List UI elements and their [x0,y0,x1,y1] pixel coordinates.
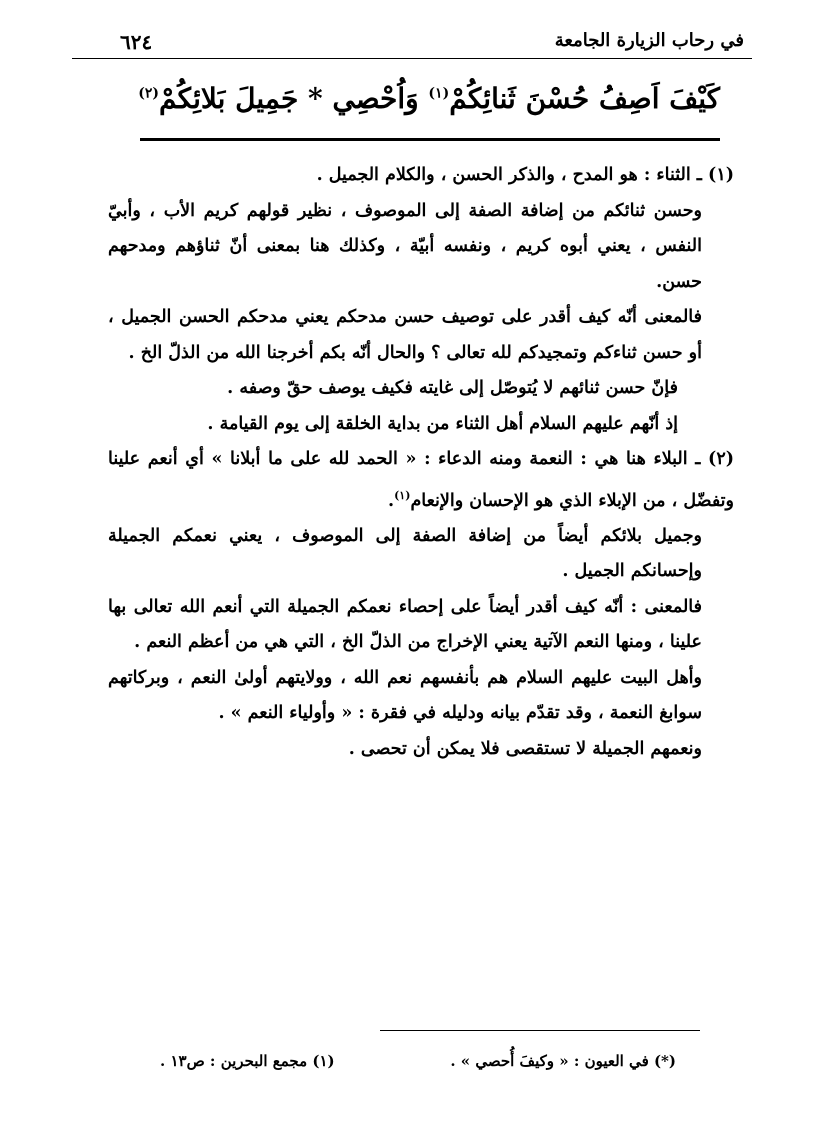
running-title: في رحاب الزيارة الجامعة [554,30,744,51]
verse-divider [140,138,720,141]
paragraph: ونعمهم الجميلة لا تستقصى فلا يمكن أن تحصى . [348,738,702,759]
page-number: ٦٢٤ [120,30,153,54]
footnote-variant: (*) في العيون : « وكيفَ أُحصي » . [450,1052,676,1070]
footnote-divider [380,1030,700,1031]
note-2-definition: (٢) ـ البلاء هنا هي : النعمة ومنه الدعاء : « الحمد لله على ما أبلانا » أي أنعم علينا وتفضّل ، من الإبلاء الذي هو الإحسان والإنعام$^{(١)}$. [108,449,734,511]
paragraph: وجميل بلائكم أيضاً من إضافة الصفة إلى الموصوف ، يعني نعمكم الجميلة وإحسانكم الجميل . [108,525,702,582]
verse-part-2: وَاُحْصِي * جَمِيلَ بَلائِكُمْ [159,82,429,115]
verse-ref-1: (١) [428,85,450,102]
note-1-definition: (١) ـ الثناء : هو المدح ، والذكر الحسن ، والكلام الجميل . [316,165,734,185]
paragraph: وأهل البيت عليهم السلام هم بأنفسهم نعم الله ، وولايتهم أولىٰ النعم ، وبركاتهم سوابغ النعمة ، وقد تقدّم بيانه ودليله في فقرة : « وأولياء النعم » . [108,667,702,724]
footnote-ref: (١) [394,488,411,502]
paragraph: فالمعنى أنّه كيف أقدر على توصيف حسن مدحكم يعني مدحكم الحسن الجميل ، أو حسن ثناءكم وتمجيدكم لله تعالى ؟ والحال أنّه بكم أخرجنا الله من الذلّ الخ . [108,307,702,363]
footnote-source: (١) مجمع البحرين : ص١٣ . [160,1052,335,1070]
paragraph: وحسن ثنائكم من إضافة الصفة إلى الموصوف ، نظير قولهم كريم الأب ، وأبيّ النفس ، يعني أبوه كريم ، ونفسه أبيّة ، وكذلك هنا بمعنى أنّ ثناؤهم ومدحهم حسن. [108,200,702,292]
verse-part-1: كَيْفَ اَصِفُ حُسْنَ ثَنائِكُمْ [449,82,720,115]
header-divider [72,58,752,59]
paragraph: فإنّ حسن ثنائهم لا يُتوصّل إلى غايته فكيف يوصف حقّ وصفه . [227,378,678,398]
paragraph: فالمعنى : أنّه كيف أقدر أيضاً على إحصاء نعمكم الجميلة التي أنعم الله تعالى بها علينا ، ومنها النعم الآتية يعني الإخراج من الذلّ الخ ، التي هي من أعظم النعم . [108,596,702,653]
commentary-body [108,158,734,767]
paragraph: إذ أنّهم عليهم السلام أهل الثناء من بداية الخلقة إلى يوم القيامة . [207,413,678,434]
verse-line [138,82,720,115]
verse-ref-2: (٢) [138,85,159,102]
